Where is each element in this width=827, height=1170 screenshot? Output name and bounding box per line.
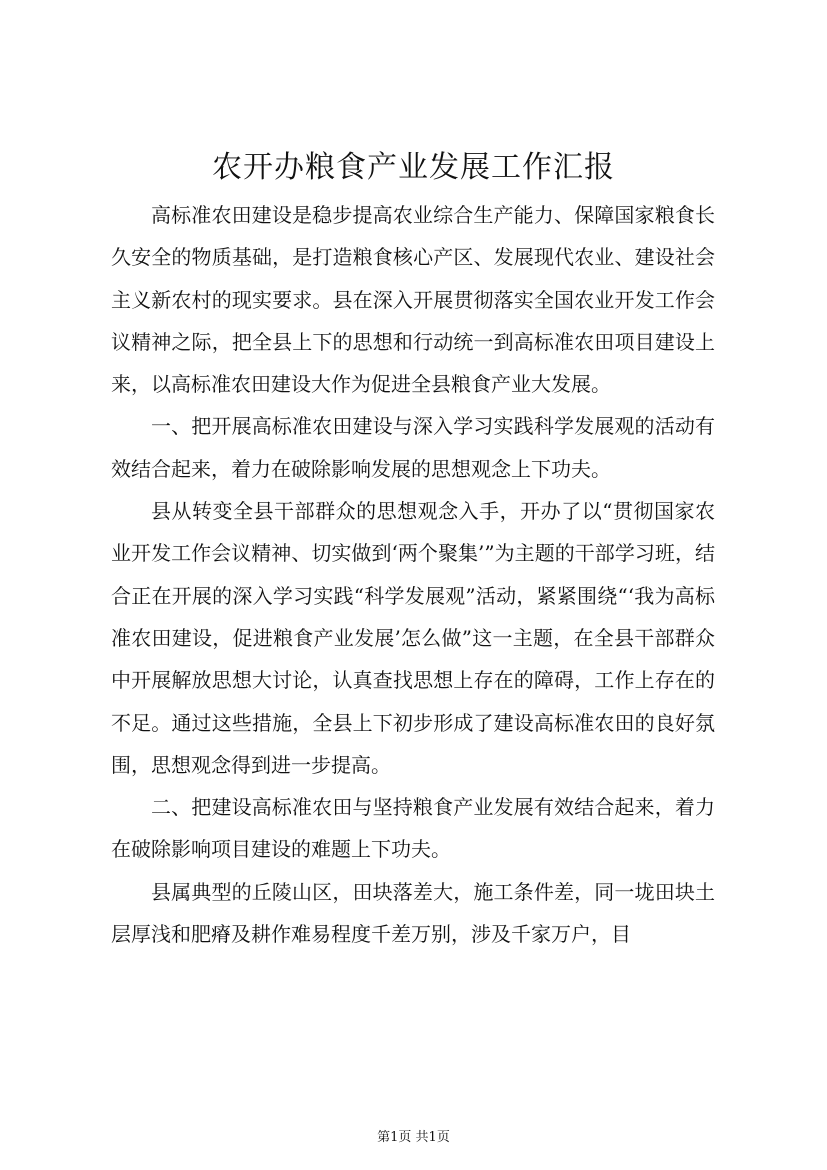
paragraph-intro: 高标准农田建设是稳步提高农业综合生产能力、保障国家粮食长久安全的物质基础，是打造粮食核心产区、发展现代农业、建设社会主义新农村的现实要求。县在深入开展贯彻落实全国农业开发工作会议精神之际，把全县上下的思想和行动统一到高标准农田项目建设上来，以高标准农田建设大作为促进全县粮食产业大发展。 — [111, 203, 715, 397]
document-title: 农开办粮食产业发展工作汇报 — [212, 150, 615, 185]
paragraph-section-2-body: 县属典型的丘陵山区，田块落差大，施工条件差，同一垅田块土层厚浅和肥瘠及耕作难易程度千差万别，涉及千家万户，目 — [111, 879, 715, 947]
paragraph-section-1-body: 县从转变全县干部群众的思想观念入手，开办了以“贯彻国家农业开发工作会议精神、切实做到‘两个聚集’”为主题的干部学习班，结合正在开展的深入学习实践“科学发展观”活动，紧紧围绕“‘我为高标准农田建设，促进粮食产业发展’怎么做”这一主题，在全县干部群众中开展解放思想大讨论，认真查找思想上存在的障碍，工作上存在的不足。通过这些措施，全县上下初步形成了建设高标准农田的良好氛围，思想观念得到进一步提高。 — [111, 499, 715, 777]
page-number-footer: 第1页 共1页 — [377, 1130, 450, 1145]
paragraph-section-1-heading: 一、把开展高标准农田建设与深入学习实践科学发展观的活动有效结合起来，着力在破除影响发展的思想观念上下功夫。 — [111, 414, 715, 481]
paragraph-section-2-heading: 二、把建设高标准农田与坚持粮食产业发展有效结合起来，着力在破除影响项目建设的难题上下功夫。 — [111, 795, 715, 862]
document-body — [111, 194, 715, 955]
